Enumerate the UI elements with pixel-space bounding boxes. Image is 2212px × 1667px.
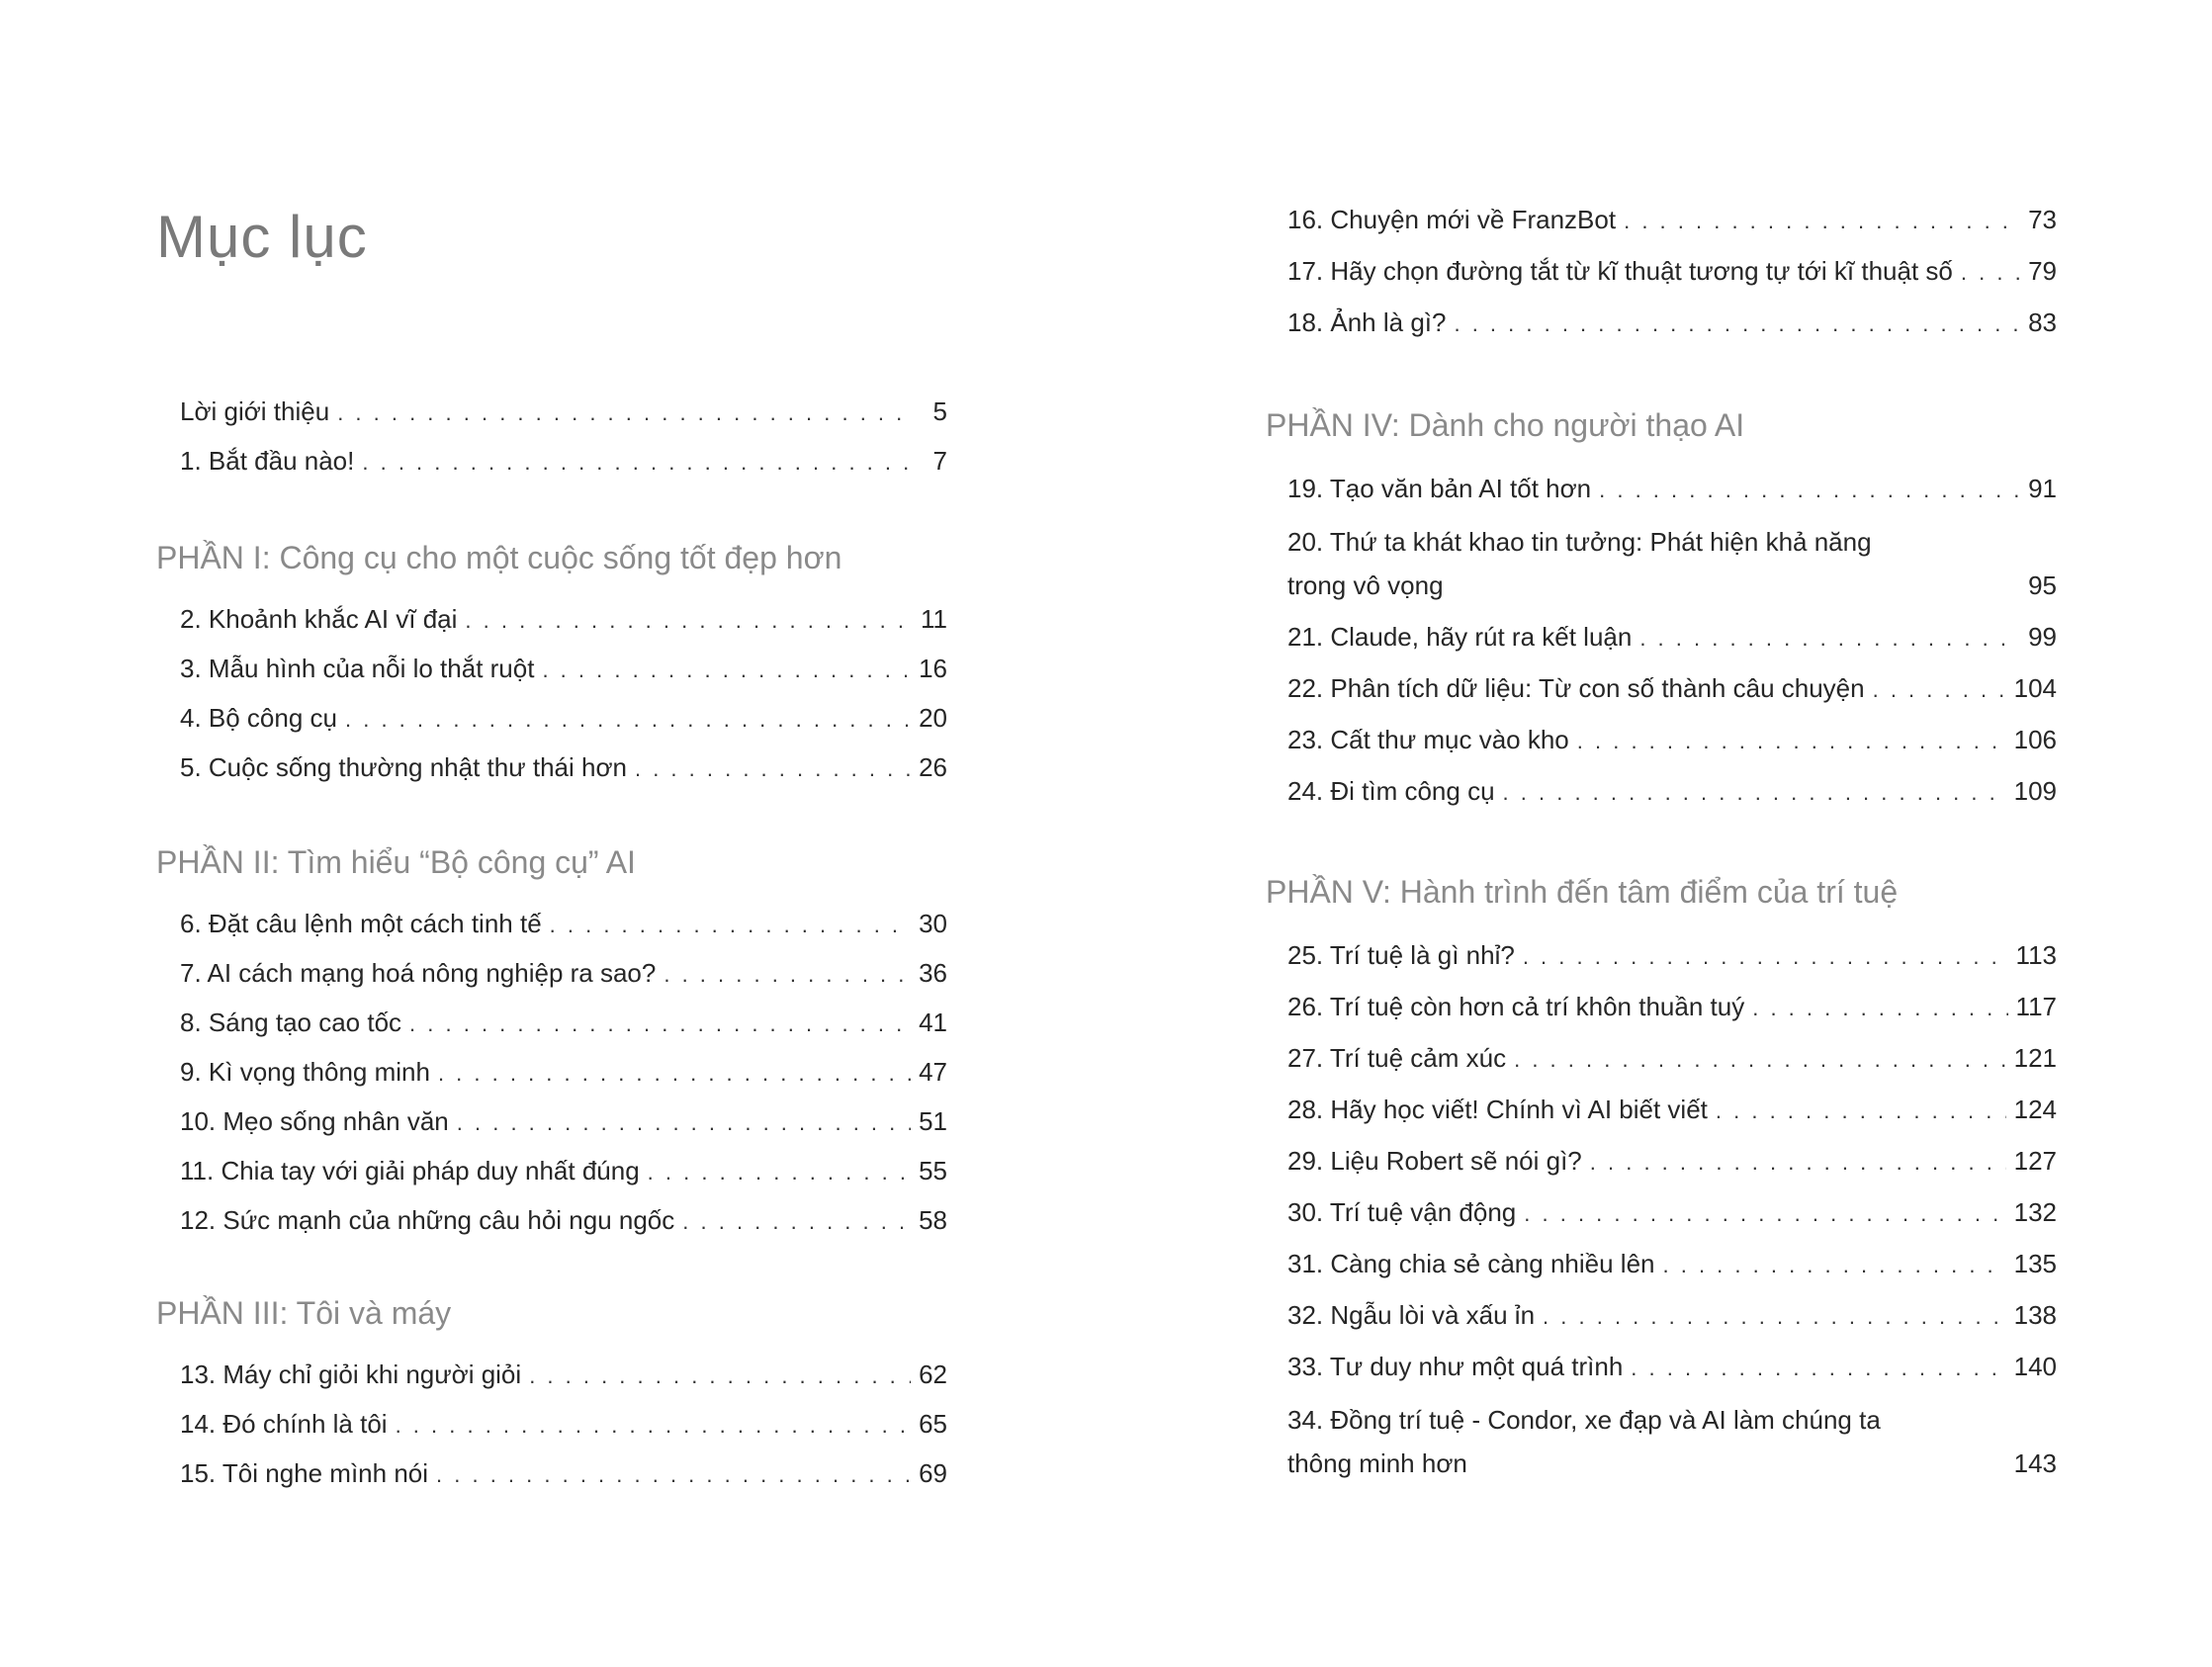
toc-leader-dots <box>635 753 911 785</box>
toc-entry-title: 31. Càng chia sẻ càng nhiều lên <box>1287 1249 1655 1278</box>
toc-entry-32[interactable] <box>1287 1299 2057 1333</box>
toc-entry-18[interactable] <box>1287 307 2057 340</box>
toc-entry-page: 99 <box>2028 622 2057 652</box>
toc-entry-16[interactable] <box>1287 204 2057 237</box>
toc-entry-5[interactable] <box>180 751 947 785</box>
toc-entry-page: 73 <box>2028 205 2057 234</box>
toc-leader-dots <box>345 704 911 736</box>
toc-leader-dots <box>1599 475 2020 506</box>
part-heading-3: PHẦN III: Tôi và máy <box>156 1295 452 1331</box>
toc-entry-title: 28. Hãy học viết! Chính vì AI biết viết <box>1287 1095 1708 1124</box>
toc-entry-title: 8. Sáng tạo cao tốc <box>180 1008 402 1037</box>
toc-entry-page: 138 <box>2013 1300 2057 1330</box>
toc-leader-dots <box>542 655 911 686</box>
toc-leader-dots <box>1523 941 2008 973</box>
toc-entry-9[interactable] <box>180 1056 947 1090</box>
toc-entry-title: 29. Liệu Robert sẽ nói gì? <box>1287 1146 1582 1176</box>
toc-entry-31[interactable] <box>1287 1248 2057 1281</box>
toc-entry-title: 2. Khoảnh khắc AI vĩ đại <box>180 604 458 634</box>
toc-entry-title: 33. Tư duy như một quá trình <box>1287 1352 1624 1381</box>
toc-entry-27[interactable] <box>1287 1042 2057 1076</box>
toc-entry-page: 58 <box>919 1205 947 1235</box>
toc-leader-dots <box>1454 308 2020 340</box>
toc-entry-3[interactable] <box>180 653 947 686</box>
toc-entry-title: 24. Đi tìm công cụ <box>1287 776 1495 806</box>
toc-entry-page: 83 <box>2028 307 2057 337</box>
toc-leader-dots <box>1543 1301 2006 1333</box>
toc-leader-dots <box>1624 206 2020 237</box>
toc-entry-page: 7 <box>932 446 947 476</box>
toc-leader-dots <box>438 1058 911 1090</box>
toc-entry-24[interactable] <box>1287 775 2057 809</box>
toc-entry-page: 135 <box>2013 1249 2057 1278</box>
toc-entry-page: 41 <box>919 1008 947 1037</box>
toc-entry-title: 10. Mẹo sống nhân văn <box>180 1106 449 1136</box>
toc-entry-title: 5. Cuộc sống thường nhật thư thái hơn <box>180 752 627 782</box>
part-heading-2: PHẦN II: Tìm hiểu “Bộ công cụ” AI <box>156 844 636 880</box>
toc-entry-page: 117 <box>2015 992 2057 1021</box>
toc-entry-title-line1: 34. Đồng trí tuệ - Condor, xe đạp và AI làm chúng ta <box>1287 1405 1881 1435</box>
toc-entry-page: 104 <box>2013 673 2057 703</box>
toc-entry-page: 109 <box>2013 776 2057 806</box>
toc-entry-20[interactable] <box>1287 526 2057 601</box>
toc-entry-page: 113 <box>2015 940 2057 970</box>
toc-entry-14[interactable] <box>180 1408 947 1442</box>
toc-entry-page: 26 <box>919 752 947 782</box>
toc-entry-title: 21. Claude, hãy rút ra kết luận <box>1287 622 1633 652</box>
toc-entry-page: 121 <box>2013 1043 2057 1073</box>
toc-entry-title: 25. Trí tuệ là gì nhỉ? <box>1287 940 1515 970</box>
part-heading-5: PHẦN V: Hành trình đến tâm điểm của trí tuệ <box>1266 874 1899 910</box>
toc-leader-dots <box>1663 1250 2006 1281</box>
toc-leader-dots <box>337 397 916 429</box>
toc-entry-title: 22. Phân tích dữ liệu: Từ con số thành câu chuyện <box>1287 673 1865 703</box>
toc-entry-12[interactable] <box>180 1204 947 1238</box>
toc-leader-dots <box>1631 1353 2005 1384</box>
toc-entry-19[interactable] <box>1287 473 2057 506</box>
toc-entry-2[interactable] <box>180 603 947 637</box>
toc-entry-page: 143 <box>2013 1448 2057 1478</box>
toc-leader-dots <box>362 447 916 479</box>
toc-entry-title: Lời giới thiệu <box>180 396 330 426</box>
toc-entry-title: 4. Bộ công cụ <box>180 703 337 733</box>
toc-entry-title: 12. Sức mạnh của những câu hỏi ngu ngốc <box>180 1205 675 1235</box>
toc-entry-11[interactable] <box>180 1155 947 1188</box>
toc-entry-page: 79 <box>2028 256 2057 286</box>
toc-entry-page: 16 <box>919 654 947 683</box>
toc-entry-title: 30. Trí tuệ vận động <box>1287 1197 1517 1227</box>
toc-leader-dots <box>409 1009 911 1040</box>
toc-entry-28[interactable] <box>1287 1094 2057 1127</box>
toc-entry-page: 20 <box>919 703 947 733</box>
toc-entry-29[interactable] <box>1287 1145 2057 1179</box>
toc-leader-dots <box>1503 777 2006 809</box>
toc-entry-title: 27. Trí tuệ cảm xúc <box>1287 1043 1507 1073</box>
toc-entry-23[interactable] <box>1287 724 2057 757</box>
toc-entry-page: 55 <box>919 1156 947 1185</box>
toc-leader-dots <box>682 1206 911 1238</box>
toc-entry-page: 91 <box>2028 474 2057 503</box>
toc-entry-4[interactable] <box>180 702 947 736</box>
toc-entry-title: 7. AI cách mạng hoá nông nghiệp ra sao? <box>180 958 657 988</box>
toc-leader-dots <box>1716 1096 2006 1127</box>
toc-entry-21[interactable] <box>1287 621 2057 655</box>
toc-entry-title: 11. Chia tay với giải pháp duy nhất đúng <box>180 1156 640 1185</box>
toc-entry-title: 1. Bắt đầu nào! <box>180 446 355 476</box>
toc-entry-page: 69 <box>919 1458 947 1488</box>
toc-leader-dots <box>396 1410 912 1442</box>
toc-entry-17[interactable] <box>1287 255 2057 289</box>
toc-entry-page: 51 <box>919 1106 947 1136</box>
toc-entry-page: 5 <box>932 396 947 426</box>
toc-entry-title: 32. Ngẫu lòi và xấu ỉn <box>1287 1300 1536 1330</box>
toc-entry-15[interactable] <box>180 1457 947 1491</box>
toc-entry-13[interactable] <box>180 1359 947 1392</box>
toc-leader-dots <box>1873 674 2006 706</box>
toc-entry-title: 13. Máy chỉ giỏi khi người giỏi <box>180 1360 522 1389</box>
toc-leader-dots <box>1590 1147 2006 1179</box>
toc-entry-33[interactable] <box>1287 1351 2057 1384</box>
toc-leader-dots <box>465 605 913 637</box>
toc-leader-dots <box>457 1107 911 1139</box>
toc-entry-title: 9. Kì vọng thông minh <box>180 1057 430 1087</box>
toc-entry-10[interactable] <box>180 1105 947 1139</box>
toc-entry-page: 140 <box>2013 1352 2057 1381</box>
toc-leader-dots <box>1514 1044 2006 1076</box>
toc-entry-line2 <box>1287 570 2057 601</box>
toc-entry-page: 65 <box>919 1409 947 1439</box>
toc-entry-page: 62 <box>919 1360 947 1389</box>
part-heading-1: PHẦN I: Công cụ cho một cuộc sống tốt đẹp hơn <box>156 540 842 575</box>
toc-entry-8[interactable] <box>180 1007 947 1040</box>
toc-entry-34[interactable] <box>1287 1404 2057 1479</box>
toc-entry-title: 23. Cất thư mục vào kho <box>1287 725 1569 754</box>
part-heading-4: PHẦN IV: Dành cho người thạo AI <box>1266 407 1745 443</box>
toc-entry-7[interactable] <box>180 957 947 991</box>
toc-entry-page: 11 <box>921 604 947 634</box>
toc-entry-page: 36 <box>919 958 947 988</box>
toc-entry-1[interactable] <box>180 445 947 479</box>
toc-leader-dots <box>1524 1198 2005 1230</box>
toc-leader-dots <box>1752 993 2007 1024</box>
page-title: Mục lục <box>156 204 368 270</box>
toc-entry-title-line2: thông minh hơn <box>1287 1448 1467 1478</box>
toc-leader-dots <box>648 1157 911 1188</box>
toc-entry-line2 <box>1287 1448 2057 1479</box>
toc-entry-25[interactable] <box>1287 939 2057 973</box>
toc-entry-title: 19. Tạo văn bản AI tốt hơn <box>1287 474 1592 503</box>
toc-leader-dots <box>1577 726 2006 757</box>
toc-entry-page: 95 <box>2028 570 2057 600</box>
toc-entry-page: 30 <box>919 909 947 938</box>
toc-entry-title: 17. Hãy chọn đường tắt từ kĩ thuật tương tự tới kĩ thuật số <box>1287 256 1953 286</box>
toc-leader-dots <box>529 1360 911 1392</box>
toc-entry-title: 15. Tôi nghe mình nói <box>180 1458 429 1488</box>
toc-entry-22[interactable] <box>1287 672 2057 706</box>
toc-leader-dots <box>436 1459 911 1491</box>
toc-entry-title: 14. Đó chính là tôi <box>180 1409 388 1439</box>
toc-entry-title: 6. Đặt câu lệnh một cách tinh tế <box>180 909 542 938</box>
toc-entry-30[interactable] <box>1287 1196 2057 1230</box>
toc-entry-title-line2: trong vô vọng <box>1287 570 1444 600</box>
toc-entry-title: 18. Ảnh là gì? <box>1287 307 1447 337</box>
toc-leader-dots <box>550 910 911 941</box>
toc-entry-title-line1: 20. Thứ ta khát khao tin tưởng: Phát hiện khả năng <box>1287 527 1872 557</box>
toc-entry-title: 26. Trí tuệ còn hơn cả trí khôn thuần tuý <box>1287 992 1745 1021</box>
toc-entry-title: 16. Chuyện mới về FranzBot <box>1287 205 1617 234</box>
toc-entry-26[interactable] <box>1287 991 2057 1024</box>
toc-entry-6[interactable] <box>180 908 947 941</box>
toc-entry-page: 132 <box>2013 1197 2057 1227</box>
toc-entry-page: 106 <box>2013 725 2057 754</box>
toc-leader-dots <box>664 959 911 991</box>
toc-entry-title: 3. Mẫu hình của nỗi lo thắt ruột <box>180 654 535 683</box>
toc-leader-dots <box>1961 257 2020 289</box>
toc-entry-page: 124 <box>2013 1095 2057 1124</box>
toc-entry-intro[interactable] <box>180 395 947 429</box>
toc-entry-page: 47 <box>919 1057 947 1087</box>
toc-entry-page: 127 <box>2013 1146 2057 1176</box>
toc-leader-dots <box>1639 623 2020 655</box>
